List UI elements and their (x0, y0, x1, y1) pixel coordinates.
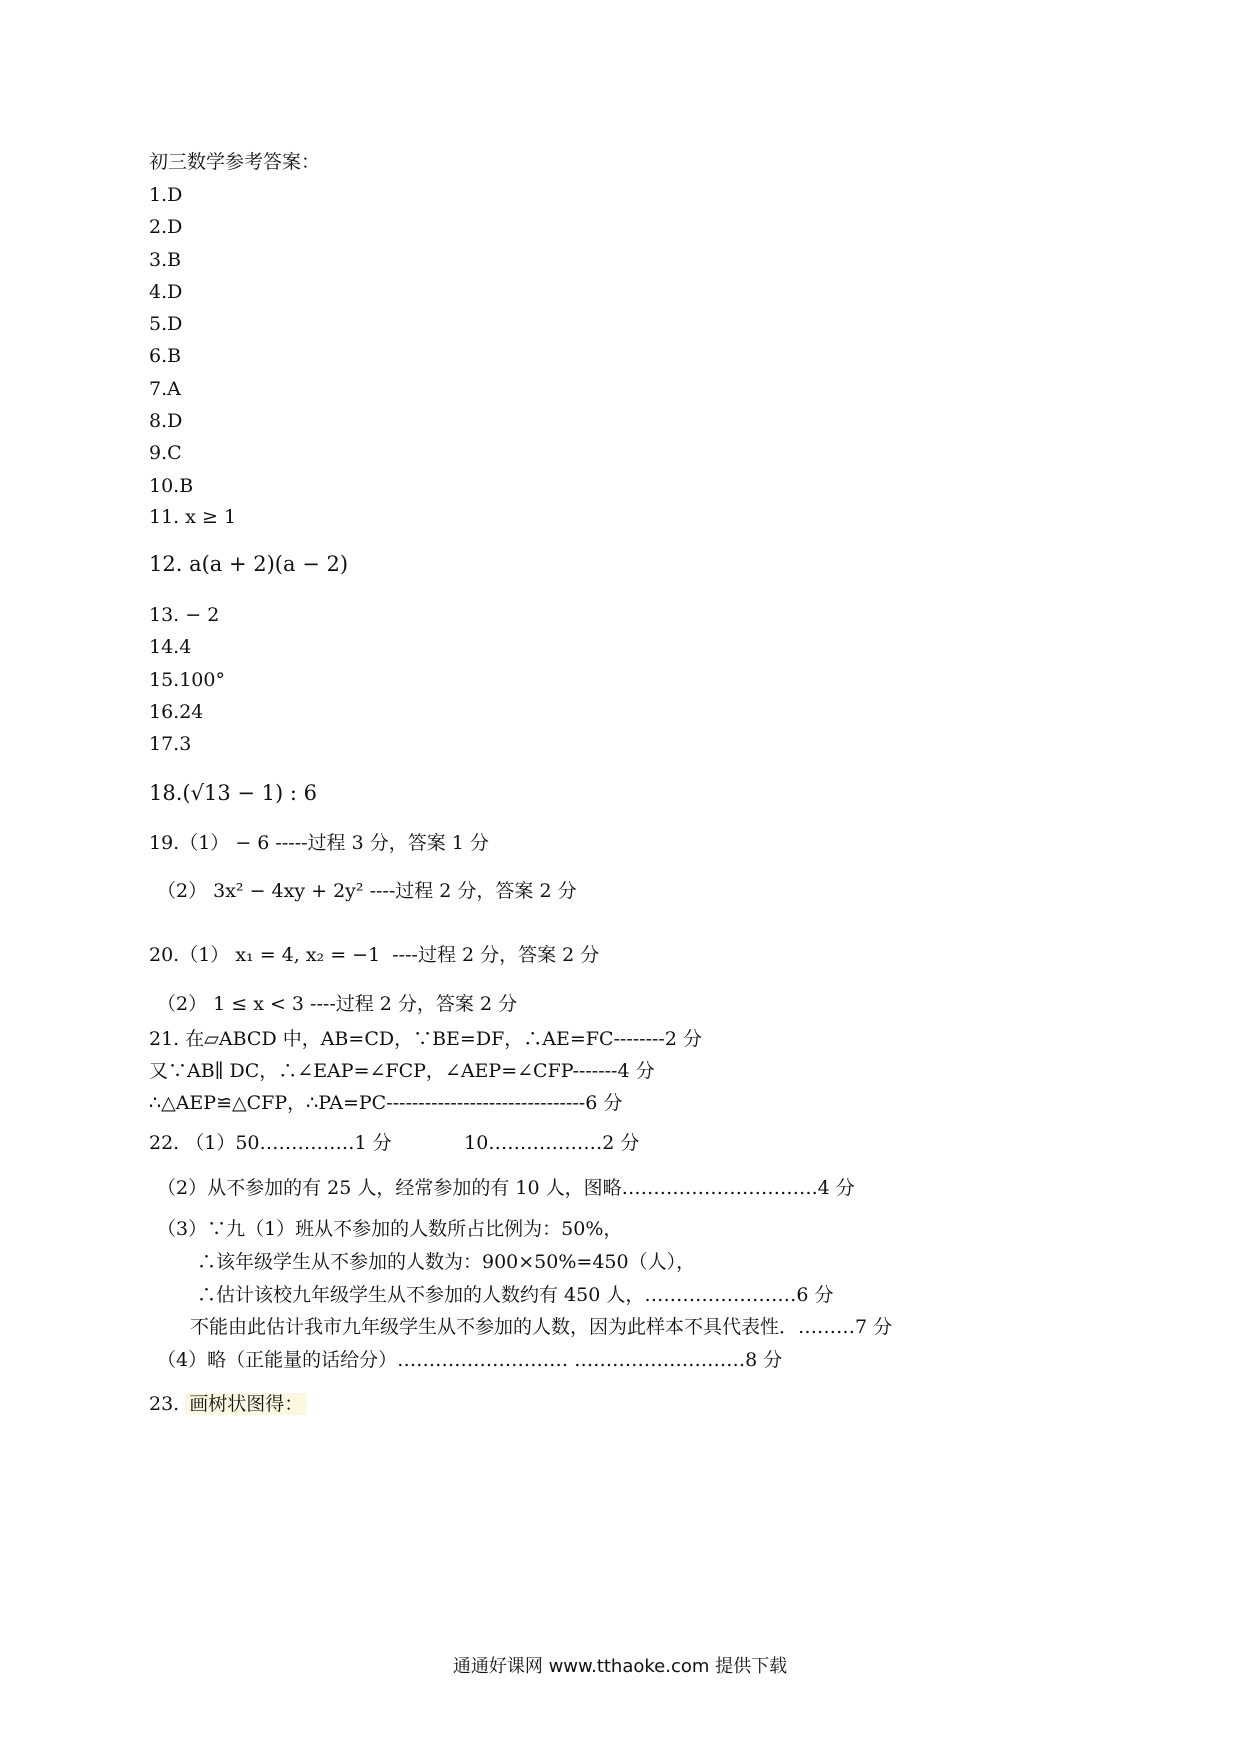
answer-8: 8.D (149, 410, 183, 432)
answer-12: 12. a(a + 2)(a − 2) (149, 552, 349, 576)
q22-part3-line1: （3）∵九（1）班从不参加的人数所占比例为：50%， (157, 1218, 623, 1240)
page-title: 初三数学参考答案： (149, 151, 321, 173)
answer-6: 6.B (149, 345, 182, 367)
answer-1: 1.D (149, 184, 183, 206)
footer-credit: 通通好课网 www.tthaoke.com 提供下载 (452, 1656, 788, 1677)
q22-part4: （4）略（正能量的话给分）……………………… ………………………8 分 (157, 1349, 783, 1371)
answer-4: 4.D (149, 281, 183, 303)
answer-7: 7.A (149, 378, 181, 400)
q19-part1: 19.（1） − 6 -----过程 3 分，答案 1 分 (149, 832, 489, 854)
answer-10: 10.B (149, 475, 194, 497)
q22-part3-line3: ∴估计该校九年级学生从不参加的人数约有 450 人，……………………6 分 (197, 1284, 834, 1306)
q21-line3: ∴△AEP≌△CFP，∴PA=PC-------------------------------6 分 (149, 1092, 623, 1114)
answer-13: 13. − 2 (149, 604, 220, 626)
q22-part3-line4: 不能由此估计我市九年级学生从不参加的人数，因为此样本不具代表性．………7 分 (190, 1316, 893, 1338)
answer-11: 11. x ≥ 1 (149, 506, 237, 528)
answer-14: 14.4 (149, 636, 192, 658)
q22-part3-line2: ∴该年级学生从不参加的人数为：900×50%=450（人）， (197, 1251, 696, 1273)
q20-part2: （2） 1 ≤ x < 3 ----过程 2 分，答案 2 分 (157, 993, 518, 1015)
answer-9: 9.C (149, 442, 182, 464)
q22-part2: （2）从不参加的有 25 人，经常参加的有 10 人，图略………………………….4 分 (157, 1177, 855, 1199)
q23-line (149, 1392, 307, 1416)
answer-2: 2.D (149, 216, 183, 238)
answer-15: 15.100° (149, 669, 225, 691)
q21-line1: 21. 在▱ABCD 中，AB=CD，∵BE=DF，∴AE=FC--------2 分 (149, 1028, 702, 1050)
q22-part1: 22. （1）50……………1 分 10………………2 分 (149, 1132, 640, 1154)
q23-number: 23. (149, 1393, 180, 1415)
answer-18: 18.(√13 − 1) : 6 (149, 781, 317, 805)
answer-5: 5.D (149, 313, 183, 335)
q21-line2: 又∵AB∥ DC，∴∠EAP=∠FCP，∠AEP=∠CFP-------4 分 (149, 1060, 655, 1082)
q19-part2: （2） 3x² − 4xy + 2y² ----过程 2 分，答案 2 分 (157, 880, 577, 902)
answer-16: 16.24 (149, 701, 204, 723)
answer-17: 17.3 (149, 733, 192, 755)
q23-text: 画树状图得： (185, 1393, 307, 1415)
q20-part1: 20.（1） x₁ = 4, x₂ = −1 ----过程 2 分，答案 2 分 (149, 944, 600, 966)
answer-3: 3.B (149, 249, 182, 271)
